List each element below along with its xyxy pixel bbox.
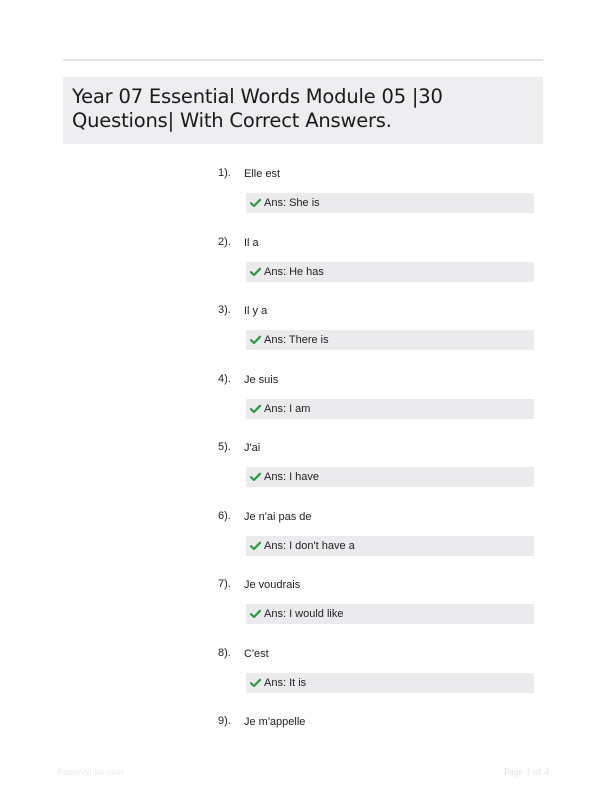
top-divider: [63, 59, 543, 61]
answer-box: [246, 673, 534, 693]
question-text: Je m'appelle: [244, 716, 306, 728]
answer-text: Ans: I am: [264, 403, 311, 415]
question-number: 1).: [218, 167, 231, 179]
check-icon: [250, 541, 261, 551]
check-icon: [250, 267, 261, 277]
answer-text: Ans: I don't have a: [264, 540, 355, 552]
answer-box: [246, 193, 534, 213]
question-text: Il y a: [244, 305, 268, 317]
question-text: Il a: [244, 237, 259, 249]
question-number: 8).: [218, 647, 231, 659]
footer-site: PaperWhite.com: [57, 767, 124, 777]
question-number: 3).: [218, 304, 231, 316]
question-text: Elle est: [244, 168, 281, 180]
question-number: 7).: [218, 578, 231, 590]
answer-text: Ans: There is: [264, 334, 329, 346]
question-text: J'ai: [244, 442, 261, 454]
page-number: Page 1 of 4: [503, 767, 549, 778]
answer-box: [246, 467, 534, 487]
question-text: C'est: [244, 648, 269, 660]
answer-box: [246, 604, 534, 624]
answer-text: Ans: He has: [264, 266, 324, 278]
answer-text: Ans: It is: [264, 677, 307, 689]
question-text: Je suis: [244, 374, 279, 386]
question-text: Je voudrais: [244, 579, 301, 591]
question-number: 6).: [218, 510, 231, 522]
answer-text: Ans: I would like: [264, 608, 344, 620]
answer-text: Ans: I have: [264, 471, 320, 483]
question-number: 5).: [218, 441, 231, 453]
check-icon: [250, 404, 261, 414]
answer-box: [246, 399, 534, 419]
question-number: 2).: [218, 236, 231, 248]
answer-box: [246, 262, 534, 282]
check-icon: [250, 198, 261, 208]
question-number: 9).: [218, 715, 231, 727]
question-number: 4).: [218, 373, 231, 385]
answer-box: [246, 536, 534, 556]
check-icon: [250, 472, 261, 482]
title-banner: [63, 77, 543, 144]
question-text: Je n'ai pas de: [244, 511, 312, 523]
check-icon: [250, 609, 261, 619]
answer-text: Ans: She is: [264, 197, 320, 209]
answer-box: [246, 330, 534, 350]
check-icon: [250, 678, 261, 688]
check-icon: [250, 335, 261, 345]
page-title: Year 07 Essential Words Module 05 |30 Questions| With Correct Answers.: [72, 85, 443, 132]
